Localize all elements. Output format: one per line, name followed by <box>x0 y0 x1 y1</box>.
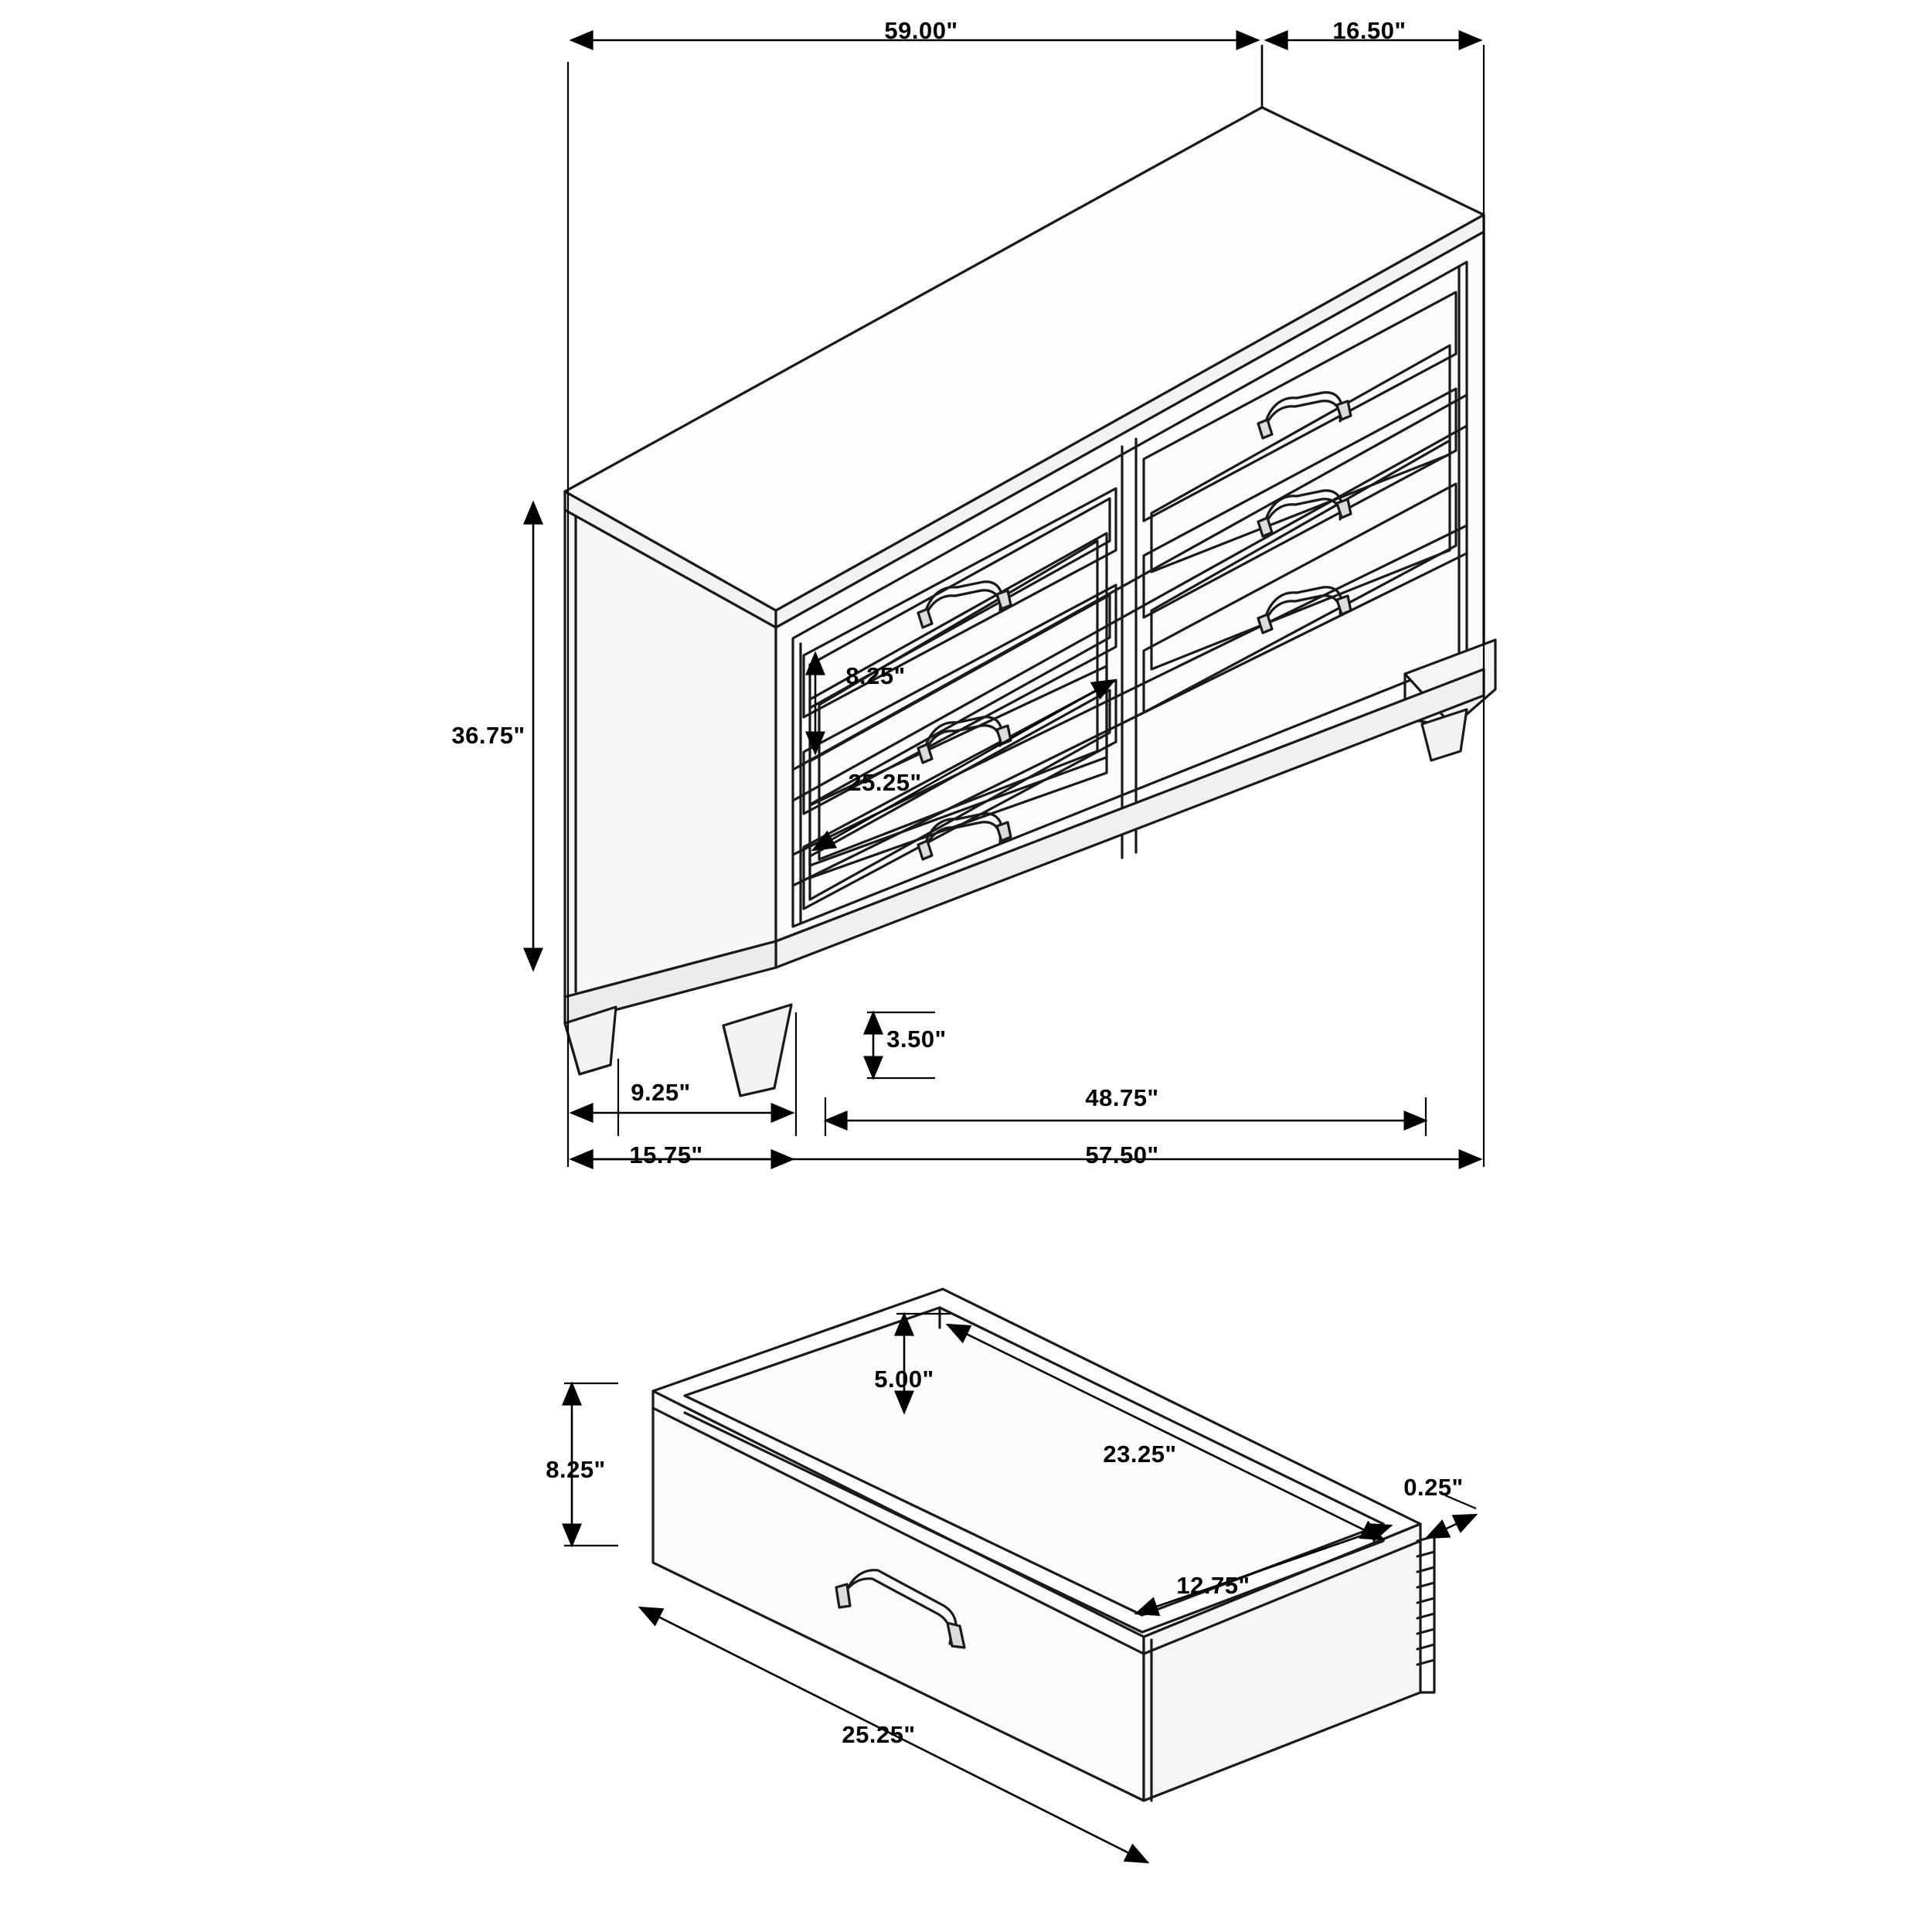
dim-base-depth: 15.75" <box>629 1141 703 1168</box>
dim-drawer-face-width: 25.25" <box>848 769 922 796</box>
dim-side-foot-offset: 9.25" <box>631 1079 691 1106</box>
dim-drawer-interior-height: 5.00" <box>874 1366 934 1393</box>
dim-drawer-interior-width: 12.75" <box>1176 1572 1250 1599</box>
dim-overall-height: 36.75" <box>451 722 526 749</box>
dim-leg-height: 3.50" <box>886 1026 947 1053</box>
dim-base-inner-width: 48.75" <box>1085 1084 1159 1111</box>
dim-drawer-exterior-height: 8.25" <box>546 1456 606 1483</box>
dim-drawer-panel-thickness: 0.25" <box>1403 1474 1464 1501</box>
dim-overall-depth-top: 16.50" <box>1332 17 1406 44</box>
dim-drawer-interior-length: 23.25" <box>1103 1440 1177 1468</box>
dim-drawer-overall-length: 25.25" <box>842 1721 916 1748</box>
dim-drawer-face-height: 8.25" <box>845 662 906 689</box>
dim-base-width: 57.50" <box>1085 1141 1159 1168</box>
dim-overall-width: 59.00" <box>884 17 958 44</box>
